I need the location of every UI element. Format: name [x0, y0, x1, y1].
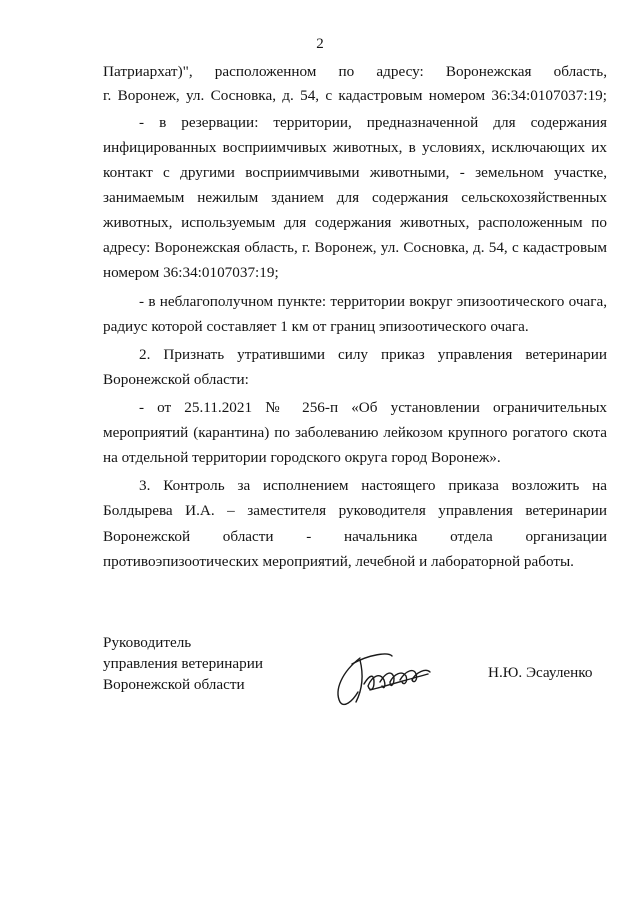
- body-line: 3. Контроль за исполнением настоящего приказа возложить на: [139, 477, 607, 494]
- body-line: - в резервации: территории, предназначенной для содержания: [139, 114, 607, 131]
- body-line: занимаемым нежилым зданием для содержания сельскохозяйственных: [103, 189, 607, 206]
- body-line: Патриархат)", расположенном по адресу: Воронежская область,: [103, 63, 607, 80]
- body-line: 2. Признать утратившими силу приказ управления ветеринарии: [139, 346, 607, 363]
- body-line: адресу: Воронежская область, г. Воронеж, ул. Сосновка, д. 54, с кадастровым: [103, 239, 607, 256]
- signer-name: Н.Ю. Эсауленко: [488, 664, 593, 681]
- body-line: Воронежской области - начальника отдела организации: [103, 528, 607, 545]
- body-line: номером 36:34:0107037:19;: [103, 264, 279, 281]
- body-line: инфицированных восприимчивых животных, в условиях, исключающих их: [103, 139, 607, 156]
- signatory-position: [103, 632, 263, 695]
- body-line: животных, используемым для содержания животных, расположенным по: [103, 214, 607, 231]
- body-line: Воронежской области:: [103, 371, 249, 388]
- position-line: управления ветеринарии: [103, 655, 264, 672]
- body-line: г. Воронеж, ул. Сосновка, д. 54, с кадастровым номером 36:34:0107037:19;: [103, 87, 607, 104]
- handwritten-signature: [330, 650, 440, 710]
- body-line: на отдельной территории городского округа город Воронеж».: [103, 449, 501, 466]
- body-line: мероприятий (карантина) по заболеванию лейкозом крупного рогатого скота: [103, 424, 607, 441]
- body-line: - в неблагополучном пункте: территории вокруг эпизоотического очага,: [139, 293, 607, 310]
- body-line: противоэпизоотических мероприятий, лечебной и лабораторной работы.: [103, 553, 574, 570]
- body-line: Болдырева И.А. – заместителя руководителя управления ветеринарии: [103, 502, 607, 519]
- position-line: Руководитель: [103, 634, 192, 651]
- page-number: 2: [316, 36, 324, 52]
- body-line: радиус которой составляет 1 км от границ эпизоотического очага.: [103, 318, 529, 335]
- body-line: - от 25.11.2021 № 256-п «Об установлении ограничительных: [139, 399, 607, 416]
- position-line: Воронежской области: [103, 676, 245, 693]
- body-line: контакт с другими восприимчивыми животными, - земельном участке,: [103, 164, 607, 181]
